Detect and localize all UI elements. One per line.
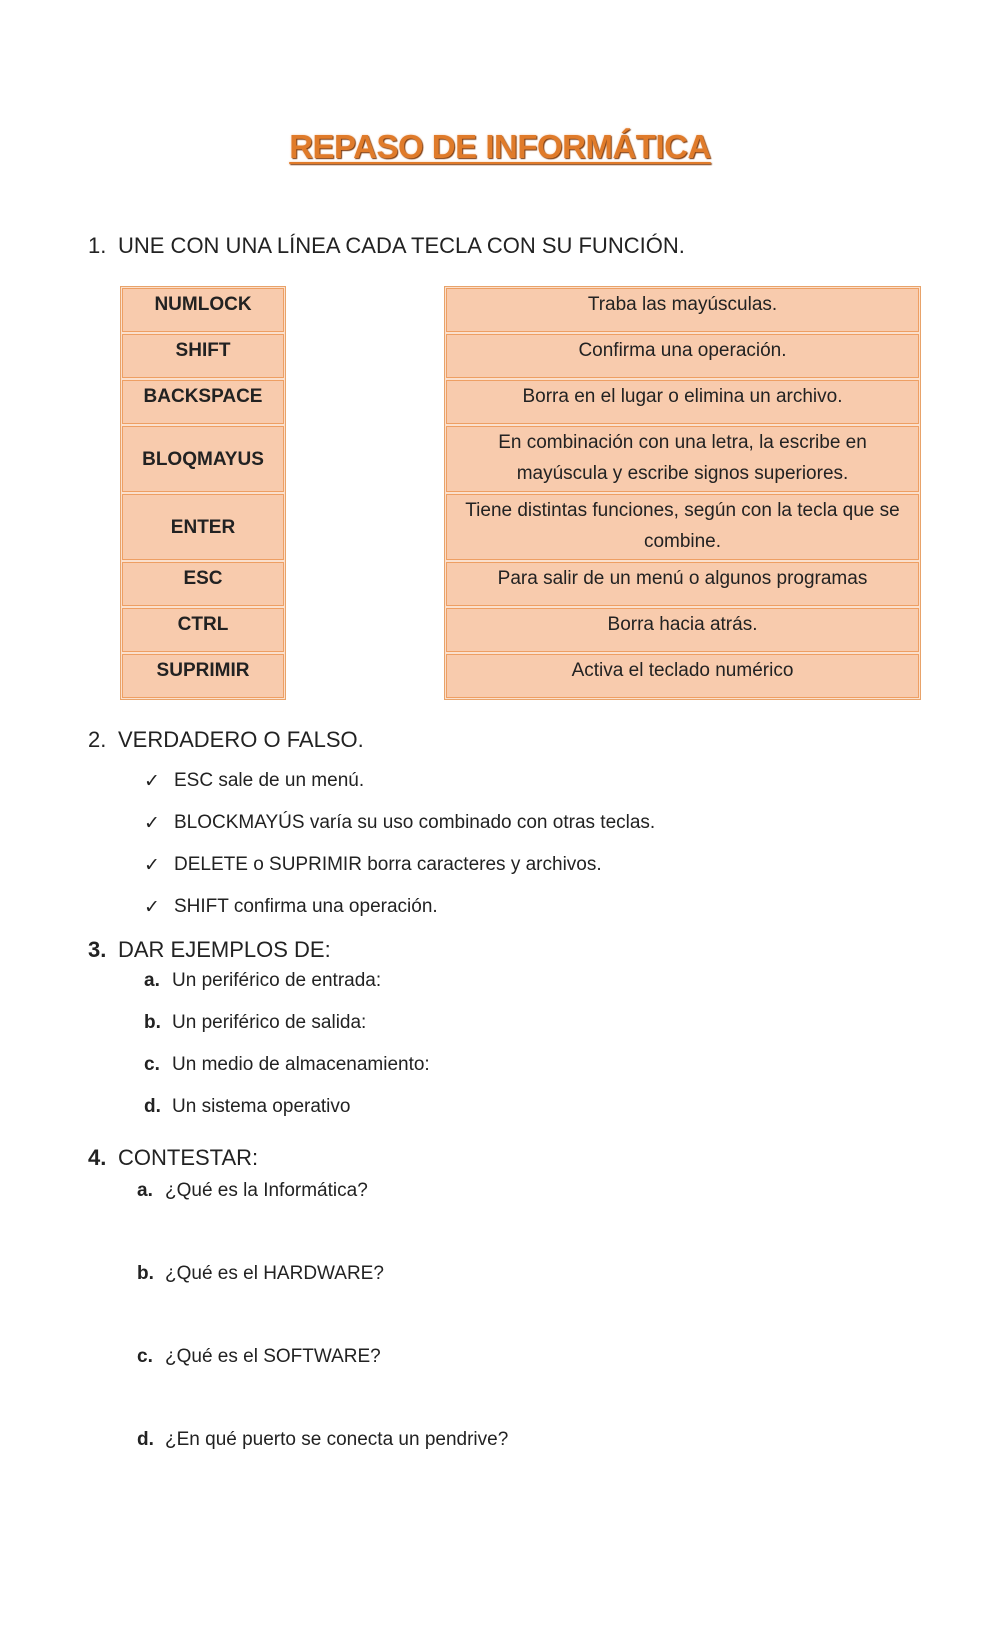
true-false-list: [144, 770, 655, 938]
item-text: Un periférico de entrada:: [172, 970, 382, 991]
page-title: REPASO DE INFORMÁTICA: [289, 128, 711, 165]
item-marker: b.: [137, 1263, 154, 1284]
section-2-number: 2.: [88, 727, 107, 752]
function-cell[interactable]: Borra hacia atrás.: [446, 608, 919, 652]
item-marker: d.: [137, 1429, 154, 1450]
keys-column: [120, 286, 286, 700]
section-1-heading: [88, 233, 685, 259]
function-cell[interactable]: En combinación con una letra, la escribe en mayúscula y escribe signos superiores.: [446, 426, 919, 492]
key-cell[interactable]: BLOQMAYUS: [122, 426, 284, 492]
section-3-title: DAR EJEMPLOS DE:: [118, 937, 331, 962]
checkmark-icon: ✓: [144, 813, 160, 834]
key-cell[interactable]: SUPRIMIR: [122, 654, 284, 698]
list-item: [137, 1346, 508, 1429]
functions-column: [444, 286, 921, 700]
checkmark-icon: ✓: [144, 897, 160, 918]
item-marker: d.: [144, 1096, 161, 1117]
key-cell[interactable]: ESC: [122, 562, 284, 606]
function-cell[interactable]: Activa el teclado numérico: [446, 654, 919, 698]
section-1-title: UNE CON UNA LÍNEA CADA TECLA CON SU FUNCIÓN.: [118, 233, 685, 258]
checkmark-icon: ✓: [144, 855, 160, 876]
list-item: [144, 770, 655, 812]
item-text: ¿Qué es el SOFTWARE?: [165, 1346, 381, 1367]
section-3-number: 3.: [88, 937, 107, 962]
item-marker: c.: [137, 1346, 153, 1367]
statement-text: SHIFT confirma una operación.: [174, 896, 438, 917]
section-4-number: 4.: [88, 1145, 107, 1170]
questions-list: [137, 1180, 508, 1512]
list-item: [137, 1429, 508, 1512]
section-4-title: CONTESTAR:: [118, 1145, 259, 1170]
statement-text: ESC sale de un menú.: [174, 770, 365, 791]
item-text: ¿Qué es el HARDWARE?: [165, 1263, 384, 1284]
function-cell[interactable]: Confirma una operación.: [446, 334, 919, 378]
section-4-heading: [88, 1145, 258, 1171]
examples-list: [144, 970, 430, 1138]
list-item: [144, 812, 655, 854]
statement-text: DELETE o SUPRIMIR borra caracteres y archivos.: [174, 854, 602, 875]
function-cell[interactable]: Tiene distintas funciones, según con la tecla que se combine.: [446, 494, 919, 560]
statement-text: BLOCKMAYÚS varía su uso combinado con otras teclas.: [174, 812, 656, 833]
item-marker: a.: [144, 970, 160, 991]
function-cell[interactable]: Borra en el lugar o elimina un archivo.: [446, 380, 919, 424]
list-item: [144, 896, 655, 938]
key-cell[interactable]: BACKSPACE: [122, 380, 284, 424]
function-cell[interactable]: Traba las mayúsculas.: [446, 288, 919, 332]
section-2-title: VERDADERO O FALSO.: [118, 727, 364, 752]
item-marker: b.: [144, 1012, 161, 1033]
list-item: [144, 1096, 430, 1138]
item-marker: c.: [144, 1054, 160, 1075]
function-cell[interactable]: Para salir de un menú o algunos programas: [446, 562, 919, 606]
key-cell[interactable]: ENTER: [122, 494, 284, 560]
list-item: [144, 970, 430, 1012]
item-marker: a.: [137, 1180, 153, 1201]
item-text: Un sistema operativo: [172, 1096, 351, 1117]
section-1-number: 1.: [88, 233, 107, 258]
list-item: [144, 1054, 430, 1096]
key-cell[interactable]: NUMLOCK: [122, 288, 284, 332]
list-item: [144, 854, 655, 896]
list-item: [144, 1012, 430, 1054]
section-2-heading: [88, 727, 364, 753]
section-3-heading: [88, 937, 331, 963]
key-cell[interactable]: SHIFT: [122, 334, 284, 378]
checkmark-icon: ✓: [144, 771, 160, 792]
list-item: [137, 1263, 508, 1346]
item-text: Un periférico de salida:: [172, 1012, 367, 1033]
item-text: Un medio de almacenamiento:: [172, 1054, 430, 1075]
key-cell[interactable]: CTRL: [122, 608, 284, 652]
item-text: ¿En qué puerto se conecta un pendrive?: [165, 1429, 509, 1450]
item-text: ¿Qué es la Informática?: [165, 1180, 368, 1201]
list-item: [137, 1180, 508, 1263]
